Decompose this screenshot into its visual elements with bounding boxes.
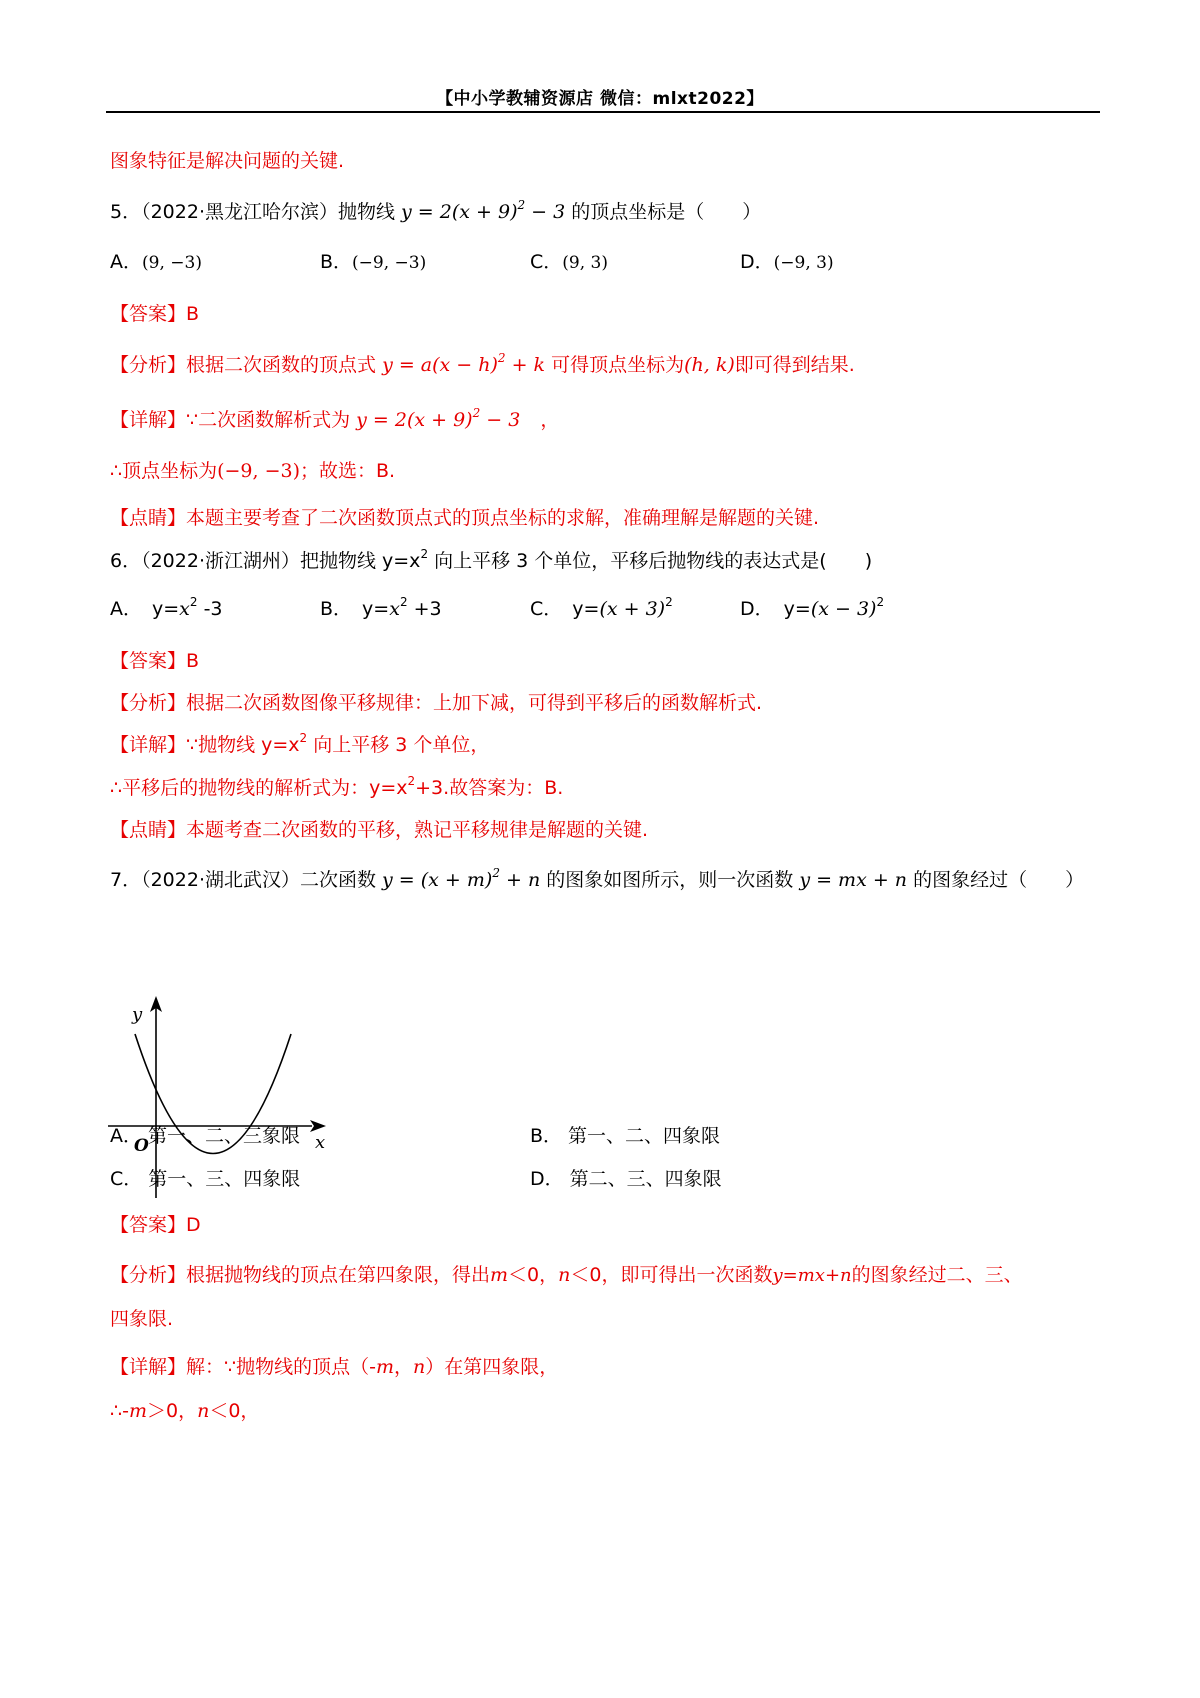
q5-option-a-value: (9, −3) (142, 253, 202, 273)
q6-detail-suffix: 向上平移 3 个单位， (307, 734, 490, 756)
q7-analysis-c: ＜0，即可得出一次函数 (570, 1264, 773, 1286)
q7-stem-formula-tail: + n (499, 869, 541, 891)
q5-comment: 【点睛】本题主要考查了二次函数顶点式的顶点坐标的求解，准确理解是解题的关键. (110, 507, 820, 529)
q7-stem-prefix: 7．（2022·湖北武汉）二次函数 (110, 869, 376, 891)
q7-detail-a: 【详解】解：∵抛物线的顶点（- (110, 1356, 376, 1378)
q6-answer: 【答案】B (110, 650, 200, 672)
q6-option-c-label: C． (530, 598, 563, 620)
q7-option-a-label: A． (110, 1125, 142, 1147)
q7-option-a-value: 第一、二、三象限 (148, 1125, 301, 1147)
q7-therefore-a: ∴- (110, 1400, 129, 1422)
q6-detail-prefix: 【详解】∵抛物线 y=x (110, 734, 300, 756)
q5-analysis (110, 350, 855, 377)
q5-option-a (110, 247, 202, 274)
q6-therefore-suffix: +3.故答案为：B. (415, 777, 564, 799)
q7-stem-formula-exp: 2 (492, 866, 500, 880)
q5-detail-formula-tail: − 3 (480, 409, 521, 431)
q6-option-a (110, 594, 223, 621)
q7-stem-linear: y = mx + n (799, 869, 908, 891)
q7-detail-b: ， (393, 1356, 413, 1378)
q5-detail-prefix: 【详解】∵二次函数解析式为 (110, 409, 351, 431)
q5-stem (110, 197, 761, 224)
q6-option-a-exp: 2 (189, 595, 198, 609)
q7-option-d-label: D． (530, 1168, 564, 1190)
q5-answer: 【答案】B (110, 303, 200, 325)
q6-option-d-label: D． (740, 598, 774, 620)
q7-option-a (110, 1121, 300, 1148)
q5-therefore (110, 456, 395, 483)
q6-option-b-post: +3 (407, 598, 442, 620)
q7-answer: 【答案】D (110, 1214, 201, 1236)
header-rule (106, 111, 1100, 113)
q7-option-c-value: 第一、三、四象限 (148, 1168, 301, 1190)
q6-detail-exp: 2 (299, 731, 308, 745)
q7-therefore-n: n (197, 1400, 210, 1422)
q5-stem-formula-exp: 2 (517, 198, 526, 212)
q7-option-b (530, 1121, 720, 1148)
q6-option-c-pre: y= (572, 598, 600, 620)
q5-option-c (530, 247, 608, 274)
q5-stem-formula-base: y = 2(x + 9) (401, 201, 518, 223)
q6-option-c (530, 594, 673, 621)
q7-analysis-m: m (490, 1264, 509, 1286)
q5-analysis-point: (h, k) (684, 354, 735, 376)
q5-option-d-value: (−9, 3) (773, 253, 834, 273)
q6-stem-suffix: 向上平移 3 个单位，平移后抛物线的表达式是( ) (428, 550, 873, 572)
q7-analysis-func: y=mx+n (772, 1265, 852, 1286)
q7-option-d (530, 1164, 722, 1191)
q5-therefore-suffix: ；故选：B. (300, 460, 396, 482)
x-axis-arrow (310, 1120, 326, 1132)
q5-stem-prefix: 5．（2022·黑龙江哈尔滨）抛物线 (110, 201, 395, 223)
q7-analysis-b: ＜0， (508, 1264, 559, 1286)
q5-analysis-formula-tail: + k (505, 354, 546, 376)
q6-detail (110, 730, 489, 757)
q5-stem-formula (401, 198, 566, 223)
q5-analysis-suffix: 即可得到结果. (734, 354, 855, 376)
q7-therefore-b: ＞0， (146, 1400, 198, 1422)
q5-analysis-formula (382, 351, 546, 376)
q5-therefore-prefix: ∴顶点坐标为 (110, 460, 218, 482)
q6-therefore (110, 773, 563, 800)
q7-stem-formula (382, 866, 541, 891)
q6-option-b-pre: y= (362, 598, 390, 620)
q5-option-b (320, 247, 426, 274)
q7-stem-mid: 的图象如图所示，则一次函数 (546, 869, 794, 891)
q7-analysis-a: 【分析】根据抛物线的顶点在第四象限，得出 (110, 1264, 491, 1286)
q7-option-d-value: 第二、三、四象限 (569, 1168, 722, 1190)
q6-option-d-math: (x − 3) (810, 598, 877, 620)
q6-option-a-math: x (179, 598, 190, 620)
q6-stem (110, 546, 872, 573)
q6-stem-exp: 2 (420, 547, 429, 561)
q7-detail-n: n (413, 1356, 426, 1378)
intro-text: 图象特征是解决问题的关键. (110, 150, 345, 172)
q5-analysis-formula-exp: 2 (497, 351, 506, 365)
q5-detail (110, 405, 559, 432)
q7-therefore-c: ＜0， (209, 1400, 260, 1422)
q7-therefore-m: m (128, 1400, 147, 1422)
q5-therefore-point: (−9, −3) (217, 460, 301, 482)
q6-comment: 【点睛】本题考查二次函数的平移，熟记平移规律是解题的关键. (110, 819, 649, 841)
q7-detail-c: ）在第四象限， (425, 1356, 559, 1378)
q5-analysis-prefix: 【分析】根据二次函数的顶点式 (110, 354, 377, 376)
x-axis-label: x (315, 1132, 326, 1153)
q6-option-b-label: B． (320, 598, 353, 620)
q5-option-b-value: (−9, −3) (352, 253, 427, 273)
q6-option-c-math: (x + 3) (599, 598, 666, 620)
q7-option-c (110, 1164, 300, 1191)
q5-detail-formula (356, 406, 521, 431)
q5-option-b-label: B． (320, 251, 353, 273)
q7-therefore (110, 1396, 259, 1423)
q5-analysis-mid: 可得顶点坐标为 (551, 354, 685, 376)
q7-analysis-line2: 四象限. (110, 1308, 174, 1330)
q5-detail-formula-base: y = 2(x + 9) (356, 409, 473, 431)
q6-option-d (740, 594, 884, 621)
q7-analysis-line1 (110, 1260, 1023, 1287)
q6-stem-prefix: 6．（2022·浙江湖州）把抛物线 y=x (110, 550, 421, 572)
q6-option-a-pre: y= (152, 598, 180, 620)
q5-option-c-label: C． (530, 251, 563, 273)
q6-option-b (320, 594, 442, 621)
q7-analysis-n: n (558, 1264, 571, 1286)
q7-option-b-value: 第一、二、四象限 (568, 1125, 721, 1147)
q5-stem-suffix: 的顶点坐标是（ ） (571, 201, 762, 223)
q7-stem (110, 865, 1084, 892)
y-axis-label: y (132, 1004, 143, 1025)
q5-option-c-value: (9, 3) (562, 253, 608, 273)
origin-label: O (134, 1136, 149, 1156)
q7-analysis-d: 的图象经过二、三、 (851, 1264, 1023, 1286)
page-header: 【中小学教辅资源店 微信：mlxt2022】 (436, 89, 764, 109)
q5-detail-suffix: ， (540, 409, 560, 431)
q7-detail-m: m (375, 1356, 394, 1378)
q6-analysis: 【分析】根据二次函数图像平移规律：上加下减，可得到平移后的函数解析式. (110, 692, 763, 714)
q6-option-d-pre: y= (783, 598, 811, 620)
q7-option-c-label: C． (110, 1168, 143, 1190)
q6-therefore-prefix: ∴平移后的抛物线的解析式为：y=x (110, 777, 408, 799)
q6-option-b-math: x (389, 598, 400, 620)
q6-option-b-exp: 2 (399, 595, 408, 609)
q6-option-a-post: -3 (197, 598, 223, 620)
q5-option-d (740, 247, 834, 274)
q6-therefore-exp: 2 (407, 774, 416, 788)
q5-option-d-label: D． (740, 251, 774, 273)
q6-option-a-label: A． (110, 598, 142, 620)
q6-option-d-exp: 2 (876, 595, 885, 609)
q5-detail-formula-exp: 2 (472, 406, 481, 420)
q7-option-b-label: B． (530, 1125, 563, 1147)
q7-detail (110, 1352, 558, 1379)
q7-stem-formula-base: y = (x + m) (382, 869, 493, 891)
q5-analysis-formula-base: y = a(x − h) (382, 354, 498, 376)
q6-option-c-exp: 2 (665, 595, 673, 609)
q5-option-a-label: A． (110, 251, 142, 273)
q7-stem-suffix: 的图象经过（ ） (913, 869, 1085, 891)
q5-stem-formula-tail: − 3 (525, 201, 566, 223)
